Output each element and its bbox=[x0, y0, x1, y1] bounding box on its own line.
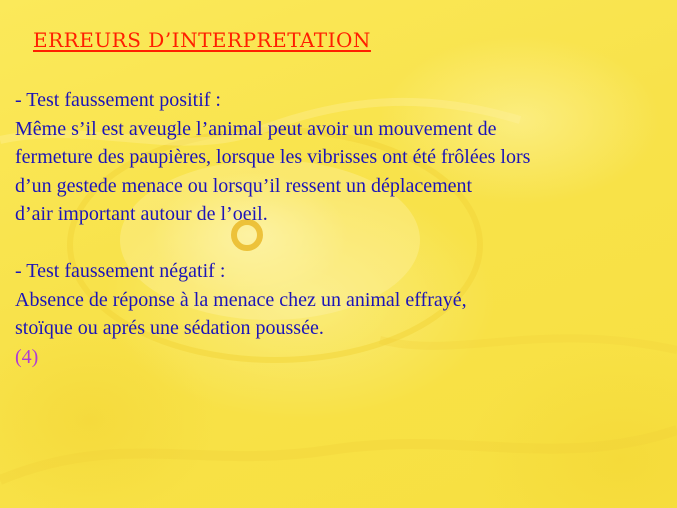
false-negative-line: Absence de réponse à la menace chez un animal effrayé, bbox=[15, 288, 467, 311]
false-positive-heading: - Test faussement positif : bbox=[15, 89, 221, 111]
false-negative-heading: - Test faussement négatif : bbox=[15, 260, 226, 282]
reference-number: (4) bbox=[15, 345, 39, 368]
fur-stroke bbox=[0, 430, 677, 480]
false-positive-line: fermeture des paupières, lorsque les vibrisses ont été frôlées lors bbox=[15, 146, 531, 168]
slide-title: ERREURS D’INTERPRETATION bbox=[33, 28, 371, 52]
false-positive-line: d’un gestede menace ou lorsqu’il ressent un déplacement bbox=[15, 174, 473, 197]
slide-body bbox=[15, 86, 665, 371]
false-negative-line: stoïque ou aprés une sédation poussée. bbox=[15, 317, 324, 339]
paragraph-spacer bbox=[15, 229, 665, 258]
false-positive-line: Même s’il est aveugle l’animal peut avoir un mouvement de bbox=[15, 117, 497, 140]
false-positive-line: d’air important autour de l’oeil. bbox=[15, 203, 268, 225]
